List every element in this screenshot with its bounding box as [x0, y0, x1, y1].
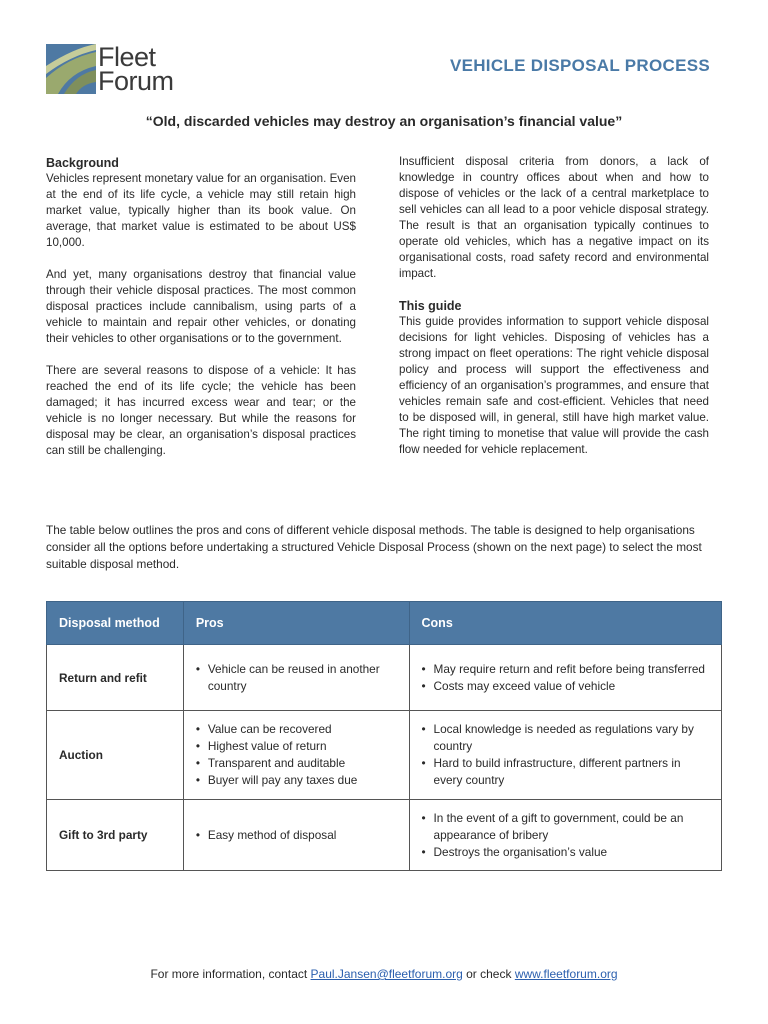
pros-cell	[183, 800, 409, 871]
method-cell: Auction	[47, 711, 184, 800]
background-paragraph-1: Vehicles represent monetary value for an organisation. Even at the end of its life cycle, a vehicle may still retain high market value, typically higher than its book value. On average, that market value is estimated to be about US$ 10,000.	[46, 172, 356, 249]
fleet-forum-logo-icon	[46, 44, 96, 94]
pros-item: • Highest value of return	[196, 738, 397, 755]
fleet-forum-logo	[46, 44, 191, 96]
this-guide-heading: This guide	[399, 299, 462, 313]
pros-cell	[183, 711, 409, 800]
cons-cell	[409, 711, 721, 800]
footer-middle: or check	[462, 967, 515, 981]
cons-cell	[409, 645, 721, 711]
cons-item: • Local knowledge is needed as regulations vary by country	[422, 721, 709, 755]
right-paragraph-1: Insufficient disposal criteria from donors, a lack of knowledge in country offices about when and how to dispose of vehicles or the lack of a central marketplace to sell vehicles can all lead to a poor vehicle disposal strategy. The result is that an organisation typically continues to operate old vehicles, which has a negative impact on its organisational costs, road safety record and environmental impact.	[399, 155, 709, 280]
cons-item: • May require return and refit before being transferred	[422, 661, 709, 678]
pros-item: • Buyer will pay any taxes due	[196, 772, 397, 789]
header-pros: Pros	[183, 602, 409, 645]
contact-email-link[interactable]: Paul.Jansen@fleetforum.org	[310, 967, 463, 981]
logo-text-forum: Forum	[98, 66, 174, 96]
background-heading: Background	[46, 156, 119, 170]
pros-item: • Vehicle can be reused in another country	[196, 661, 397, 695]
header-disposal-method: Disposal method	[47, 602, 184, 645]
logo-text-fleet: Fleet	[98, 42, 156, 72]
pull-quote: “Old, discarded vehicles may destroy an organisation’s financial value”	[145, 113, 623, 129]
pros-item: • Easy method of disposal	[196, 827, 397, 844]
cons-item: • Costs may exceed value of vehicle	[422, 678, 709, 695]
table-row	[47, 711, 722, 800]
background-paragraph-3: There are several reasons to dispose of a vehicle: It has reached the end of its life cycle; the vehicle has been damaged; it has incurred excess wear and tear; or the vehicle is no longer necessary. But while the reasons for disposal may be clear, an organisation’s disposal practices can still be challenging.	[46, 364, 356, 457]
table-row	[47, 645, 722, 711]
table-header-row	[47, 602, 722, 645]
cons-cell	[409, 800, 721, 871]
pros-item: • Transparent and auditable	[196, 755, 397, 772]
cons-item: • Hard to build infrastructure, different partners in every country	[422, 755, 709, 789]
this-guide-paragraph: This guide provides information to support vehicle disposal decisions for light vehicles. Disposing of vehicles has a strong impact on fleet operations: The right vehicle disposal policy and process will support the effectiveness and efficiency of an organisation’s programmes, and ensure that vehicles remain safe and cost-efficient. Vehicles that need to be disposed will, in general, still have high market value. The right timing to monetise that value will provide the cash flow needed for vehicle replacement.	[399, 315, 709, 456]
disposal-methods-table	[46, 601, 722, 871]
method-cell: Gift to 3rd party	[47, 800, 184, 871]
document-title: VEHICLE DISPOSAL PROCESS	[449, 56, 710, 75]
pros-cell	[183, 645, 409, 711]
header-cons: Cons	[409, 602, 721, 645]
cons-item: • Destroys the organisation’s value	[422, 844, 709, 861]
footer-prefix: For more information, contact	[150, 967, 311, 981]
left-column	[46, 155, 356, 459]
footer	[0, 967, 768, 981]
table-intro: The table below outlines the pros and cons of different vehicle disposal methods. The table is designed to help organisations consider all the options before undertaking a structured Vehicle Disposal Process (shown on the next page) to select the most suitable disposal method.	[46, 523, 702, 571]
table-row	[47, 800, 722, 871]
background-paragraph-2: And yet, many organisations destroy that financial value through their vehicle disposal practices. The most common disposal practices include cannibalism, using parts of a vehicle to maintain and repair other vehicles, or donating their vehicles to other organisations or to the government.	[46, 268, 356, 345]
method-cell: Return and refit	[47, 645, 184, 711]
website-link[interactable]: www.fleetforum.org	[514, 967, 618, 981]
cons-item: • In the event of a gift to government, could be an appearance of bribery	[422, 810, 709, 844]
pros-item: • Value can be recovered	[196, 721, 397, 738]
right-column	[399, 154, 709, 458]
